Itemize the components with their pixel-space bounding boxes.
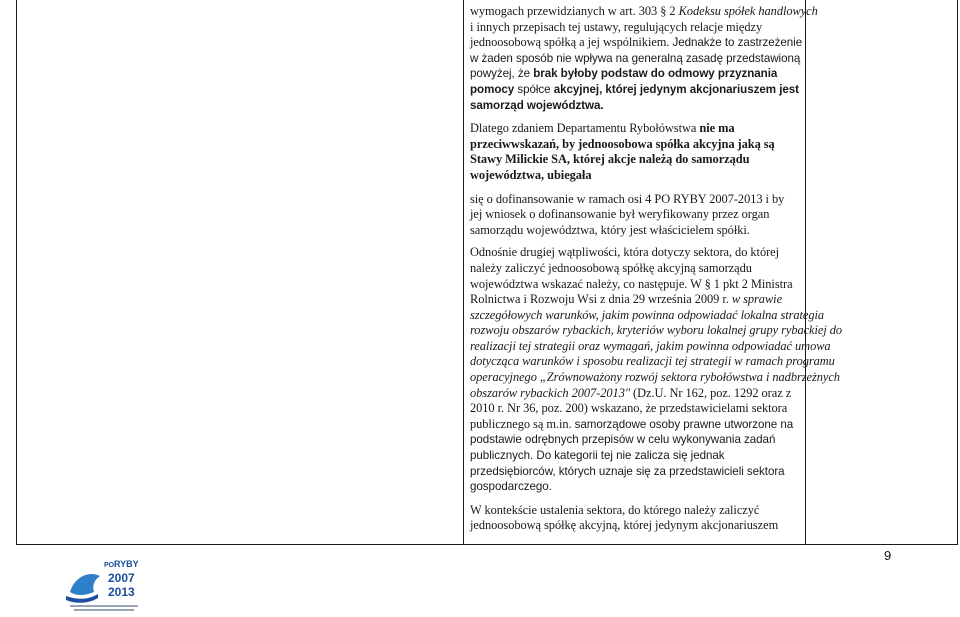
content-cell: [470, 4, 843, 534]
table-border-right: [957, 0, 958, 545]
table-border-bottom: [16, 544, 958, 545]
logo-caption-line-1: [70, 605, 138, 607]
table-border-mid2: [805, 0, 806, 545]
paragraph-3: się o dofinansowanie w ramach osi 4 PO RYBY 2007-2013 i by jej wniosek o dofinansowanie był weryfikowany przez organ samorządu województwa, który jest właścicielem spółki.: [470, 191, 785, 237]
paragraph-1: wymogach przewidzianych w art. 303 § 2 Kodeksu spółek handlowych i innych przepisach tej ustawy, regulujących relacje między jednoosobową spółką a jej wspólnikiem. Jednakże to zastrzeżenie w żaden sposób nie wpływa na generalną zasadę przedstawioną powyżej, że brak byłoby podstaw do odmowy przyznania pomocy spółce akcyjnej, której jedynym akcjonariuszem jest samorząd województwa.: [470, 4, 818, 112]
po-ryby-logo: [64, 556, 144, 612]
logo-caption-line-2: [74, 609, 134, 611]
paragraph-4: Odnośnie drugiej wątpliwości, która dotyczy sektora, do której należy zaliczyć jednoosobową spółkę akcyjną samorządu województwa wskazać należy, co następuje. W § 1 pkt 2 Ministra Rolnictwa i Rozwoju Wsi z dnia 29 września 2009 r. w sprawie szczegółowych warunków, jakim powinna odpowiadać lokalna strategia rozwoju obszarów rybackich, kryteriów wyboru lokalnej grupy rybackiej do realizacji tej strategii oraz wymagań, jakim powinna odpowiadać umowa dotycząca warunków i sposobu realizacji tej strategii w ramach programu operacyjnego „Zrównoważony rozwój sektora rybołówstwa i nadbrzeżnych obszarów rybackich 2007-2013" (Dz.U. Nr 162, poz. 1292 oraz z 2010 r. Nr 36, poz. 200) wskazano, że przedstawicielami sektora publicznego są m.in. samorządowe osoby prawne utworzone na podstawie odrębnych przepisów w celu wykonywania zadań publicznych. Do kategorii tej nie zalicza się jednak przedsiębiorców, których uznaje się za przedstawicieli sektora gospodarczego.: [470, 245, 843, 494]
logo-po-text: PO: [104, 562, 115, 569]
po-ryby-logo-icon: [64, 556, 144, 612]
page-number: 9: [884, 548, 892, 563]
table-border-left: [16, 0, 17, 545]
logo-ryby-text: RYBY: [114, 559, 139, 569]
logo-year-2013: 2013: [108, 585, 135, 599]
paragraph-2: Dlatego zdaniem Departamentu Rybołówstwa nie ma przeciwwskazań, by jednoosobowa spółka akcyjna jaką są Stawy Milickie SA, której akcje należą do samorządu województwa, ubiegała: [470, 121, 775, 182]
logo-wave-shape: [66, 594, 98, 603]
paragraph-5: W kontekście ustalenia sektora, do którego należy zaliczyć jednoosobową spółkę akcyjną, której jedynym akcjonariuszem: [470, 502, 779, 533]
table-border-mid1: [463, 0, 464, 545]
logo-year-2007: 2007: [108, 571, 135, 585]
logo-fish-shape: [70, 574, 100, 595]
